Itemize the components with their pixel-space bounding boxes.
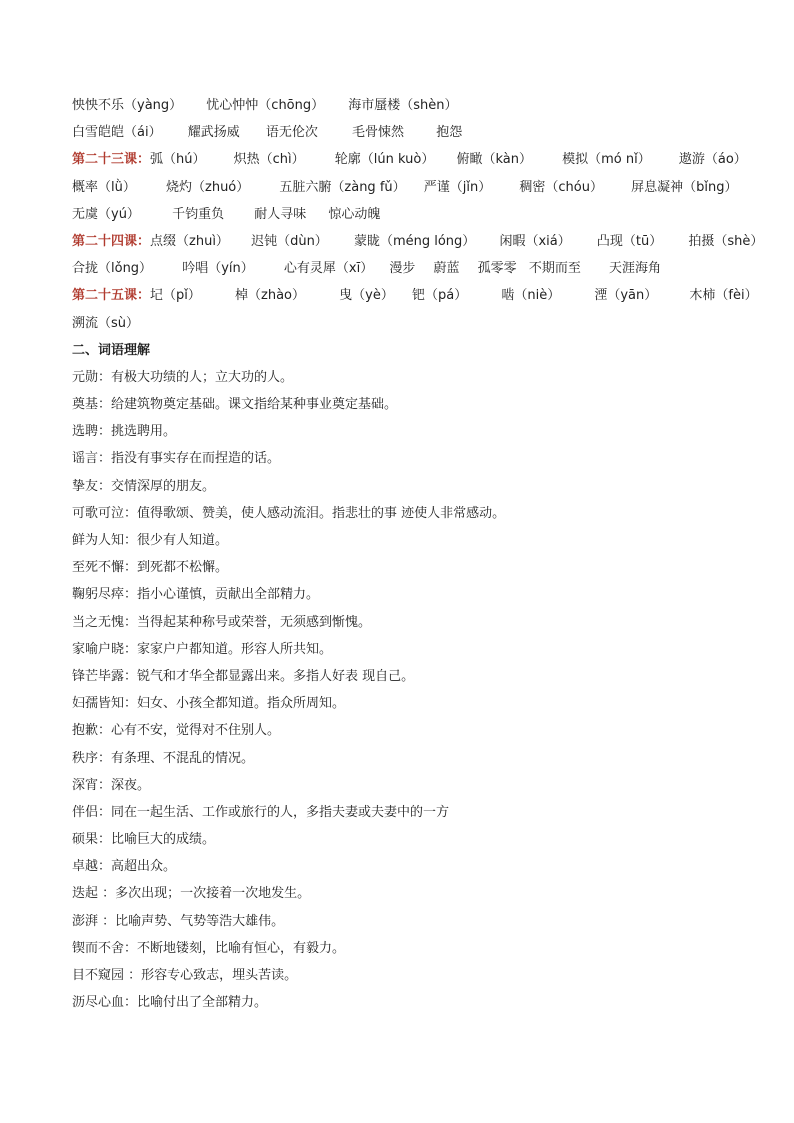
vocab-item: 吟唱（yín） [182, 261, 254, 277]
definition-text: 同在一起生活、工作或旅行的人，多指夫妻或夫妻中的一方 [111, 804, 450, 820]
definition-text: 指没有事实存在而捏造的话。 [111, 451, 281, 467]
definition-list [72, 364, 732, 1017]
definition-term: 硕果 [72, 832, 99, 848]
definition-text: 比喻付出了全部精力。 [137, 995, 268, 1011]
definition-term: 谣言 [72, 451, 99, 467]
definition-text: 形容专心致志，埋头苦读。 [141, 968, 298, 983]
definition-item [72, 663, 732, 690]
definition-separator: ： [98, 723, 112, 739]
definition-term: 家喻户晓 [72, 641, 125, 657]
definition-item [72, 853, 732, 880]
vocab-line [72, 255, 732, 282]
vocab-item: 耀武扬威 [187, 125, 240, 141]
definition-text: 高超出众。 [111, 859, 177, 875]
definition-separator: ： [124, 668, 138, 684]
vocab-item: 拍摄（shè） [688, 233, 764, 249]
definition-term: 澎湃 [72, 913, 99, 929]
definition-text: 深夜。 [111, 777, 151, 793]
definition-text: 比喻巨大的成绩。 [111, 832, 216, 848]
definition-text: 不断地镂刻，比喻有恒心，有毅力。 [137, 940, 346, 956]
definition-term: 元勋 [72, 369, 99, 385]
definition-text: 家家户户都知道。形容人所共知。 [137, 641, 333, 657]
definition-text: 多次出现；一次接着一次地发生。 [115, 886, 311, 902]
vocab-item: 闲暇（xiá） [499, 233, 571, 249]
vocab-item: 合拢（lǒng） [72, 261, 153, 277]
definition-separator: ： [98, 750, 112, 766]
definition-item [72, 500, 732, 527]
definition-item [72, 989, 732, 1016]
vocab-item: 烧灼（zhuó） [166, 179, 250, 195]
vocab-line [72, 119, 732, 146]
definition-term: 抱歉 [72, 723, 99, 739]
vocab-item: 棹（zhào） [235, 288, 306, 304]
vocab-item: 耐人寻味 [254, 206, 307, 222]
vocab-item: 木柿（fèi） [689, 288, 758, 304]
vocab-line [72, 282, 758, 309]
vocab-line [72, 174, 738, 201]
definition-separator: ： [98, 886, 116, 902]
vocab-item: 钯（pá） [412, 288, 468, 304]
definition-item [72, 364, 732, 391]
definition-item [72, 473, 732, 500]
vocab-item: 天涯海角 [608, 261, 661, 277]
definition-text: 心有不安，觉得对不住别人。 [111, 723, 281, 739]
definition-term: 深宵 [72, 777, 99, 793]
vocab-item: 怏怏不乐（yàng） [72, 98, 183, 113]
definition-term: 目不窥园 [72, 968, 125, 983]
section-title: 二、词语理解 [72, 342, 151, 358]
definition-separator: ： [98, 478, 112, 494]
vocab-item: 蒙眬（méng lóng） [353, 233, 476, 249]
definition-item [72, 445, 732, 472]
definition-term: 选聘 [72, 424, 99, 440]
definition-term: 伴侣 [72, 804, 99, 820]
definition-separator: ： [124, 560, 138, 576]
vocab-item: 无虞（yú） [72, 206, 140, 222]
vocab-item: 白雪皑皑（ái） [72, 125, 162, 141]
vocab-line [72, 146, 747, 173]
definition-item [72, 826, 732, 853]
definition-term: 鲜为人知 [72, 533, 125, 548]
definition-separator: ： [98, 777, 112, 793]
vocab-item: 曳（yè） [339, 288, 394, 304]
vocab-item: 模拟（mó nǐ） [562, 152, 651, 168]
definition-separator: ： [124, 696, 138, 712]
vocab-item: 孤零零 [477, 261, 517, 277]
definition-item [72, 799, 732, 826]
definition-separator: ： [124, 587, 138, 603]
definition-text: 比喻声势、气势等浩大雄伟。 [115, 913, 285, 929]
vocab-item: 屏息凝神（bǐng） [631, 179, 738, 195]
definition-separator: ： [124, 533, 138, 548]
definition-term: 妇孺皆知 [72, 696, 125, 712]
vocab-item: 千钧重负 [172, 206, 225, 222]
vocab-item: 抱怨 [436, 125, 463, 141]
definition-text: 很少有人知道。 [137, 533, 229, 548]
vocab-item: 概率（lǜ） [72, 179, 136, 195]
definition-text: 有条理、不混乱的情况。 [111, 750, 255, 766]
vocab-item: 炽热（chì） [233, 152, 305, 168]
definition-separator: ： [98, 424, 112, 440]
definition-text: 指小心谨慎，贡献出全部精力。 [137, 587, 320, 603]
definition-term: 可歌可泣 [72, 505, 125, 521]
definition-separator: ： [124, 614, 138, 630]
definition-text: 给建筑物奠定基础。课文指给某种事业奠定基础。 [111, 397, 398, 413]
vocab-item: 迟钝（dùn） [251, 233, 328, 249]
definition-term: 沥尽心血 [72, 995, 125, 1011]
vocab-item: 蔚蓝 [433, 261, 460, 277]
definition-term: 当之无愧 [72, 614, 125, 630]
definition-item [72, 962, 732, 989]
definition-item [72, 935, 732, 962]
vocab-line [72, 92, 732, 119]
definition-term: 奠基 [72, 397, 99, 413]
definition-text: 有极大功绩的人；立大功的人。 [111, 369, 294, 385]
definition-term: 挚友 [72, 478, 99, 494]
definition-separator: ： [98, 369, 112, 385]
lesson-label: 第二十三课： [72, 152, 151, 168]
vocab-item: 毛骨悚然 [352, 125, 405, 141]
definition-text: 挑选聘用。 [111, 424, 177, 440]
lesson-label: 第二十五课： [72, 288, 151, 304]
definition-separator: ： [124, 641, 138, 657]
definition-item [72, 581, 732, 608]
definition-text: 交情深厚的朋友。 [111, 478, 216, 494]
definition-separator: ： [98, 913, 116, 929]
vocab-line [72, 310, 732, 337]
definition-term: 至死不懈 [72, 560, 125, 576]
definition-text: 值得歌颂、赞美，使人感动流泪。指悲壮的事 迹使人非常感动。 [137, 505, 506, 521]
definition-separator: ： [98, 451, 112, 467]
definition-term: 锋芒毕露 [72, 668, 125, 684]
vocab-item: 忧心忡忡（chōng） [206, 98, 325, 113]
vocab-line [72, 201, 732, 228]
definition-item [72, 391, 732, 418]
definition-item [72, 880, 732, 907]
definition-text: 妇女、小孩全都知道。指众所周知。 [137, 696, 346, 712]
vocab-item: 弧（hú） [150, 152, 206, 168]
vocab-item: 圮（pǐ） [150, 288, 201, 304]
vocab-item: 轮廓（lún kuò） [334, 152, 435, 168]
definition-term: 鞠躬尽瘁 [72, 587, 125, 603]
vocab-item: 语无伦次 [265, 125, 318, 141]
definition-term: 秩序 [72, 750, 99, 766]
definition-item [72, 908, 732, 935]
definition-item [72, 745, 732, 772]
definition-separator: ： [124, 995, 138, 1011]
definition-separator: ： [124, 505, 138, 521]
definition-text: 当得起某种称号或荣誉，无须感到惭愧。 [137, 614, 372, 630]
vocab-item: 凸现（tū） [596, 233, 663, 249]
definition-item [72, 527, 732, 554]
vocab-item: 不期而至 [528, 261, 581, 277]
definition-separator: ： [98, 859, 112, 875]
definition-separator: ： [98, 397, 112, 413]
vocab-item: 遨游（áo） [678, 152, 747, 168]
vocab-item: 惊心动魄 [328, 206, 381, 222]
definition-term: 锲而不舍 [72, 940, 125, 956]
vocab-item: 五脏六腑（zàng fǔ） [279, 179, 406, 195]
definition-item [72, 418, 732, 445]
definition-term: 卓越 [72, 859, 99, 875]
definition-item [72, 690, 732, 717]
definition-item [72, 554, 732, 581]
definition-separator: ： [98, 804, 112, 820]
vocab-item: 海市蜃楼（shèn） [348, 98, 458, 113]
vocab-item: 溯流（sù） [72, 315, 140, 331]
definition-separator: ： [98, 832, 112, 848]
definition-item [72, 636, 732, 663]
vocab-item: 心有灵犀（xī） [283, 261, 374, 277]
definition-separator: ： [124, 968, 142, 983]
vocab-item: 严谨（jǐn） [423, 179, 492, 195]
vocab-item: 啮（niè） [501, 288, 561, 304]
definition-separator: ： [124, 940, 138, 956]
definition-item [72, 717, 732, 744]
vocab-item: 漫步 [389, 261, 416, 277]
vocab-item: 稠密（chóu） [519, 179, 603, 195]
definition-item [72, 772, 732, 799]
definition-text: 锐气和才华全都显露出来。多指人好表 现自己。 [137, 668, 415, 684]
vocab-item: 点缀（zhuì） [150, 233, 229, 249]
lesson-label: 第二十四课： [72, 233, 151, 249]
document-page [72, 92, 764, 1016]
vocab-line [72, 228, 764, 255]
vocab-item: 俯瞰（kàn） [456, 152, 532, 168]
definition-item [72, 609, 732, 636]
definition-term: 迭起 [72, 886, 99, 902]
definition-text: 到死都不松懈。 [137, 560, 229, 576]
vocab-item: 湮（yān） [594, 288, 658, 304]
